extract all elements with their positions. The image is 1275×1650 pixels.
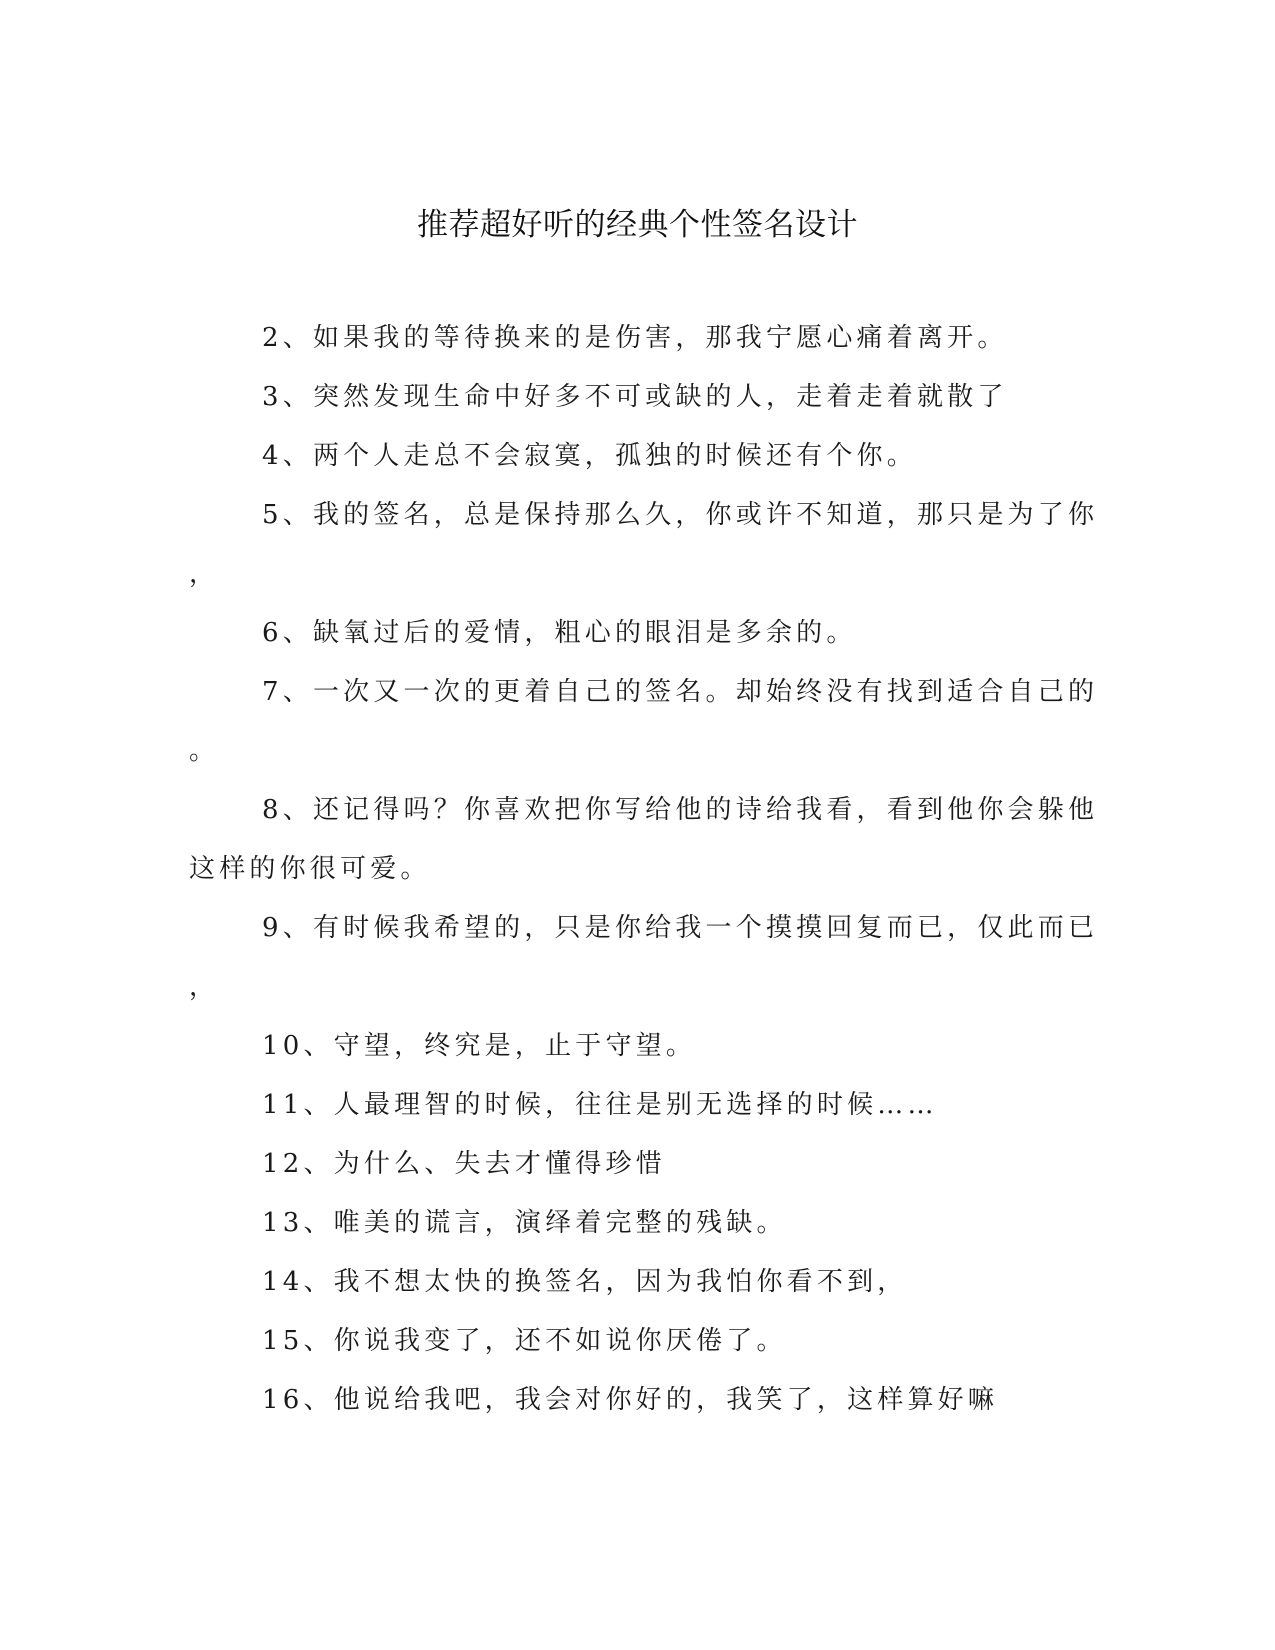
signature-line: 8、还记得吗？你喜欢把你写给他的诗给我看，看到他你会躲他: [262, 795, 1099, 825]
signature-line: 4、两个人走总不会寂寞，孤独的时候还有个你。: [262, 441, 917, 471]
signature-line: 10、守望，终究是，止于守望。: [262, 1031, 697, 1061]
signature-line: 7、一次又一次的更着自己的签名。却始终没有找到适合自己的: [262, 677, 1099, 707]
signature-line: 15、你说我变了，还不如说你厌倦了。: [262, 1326, 787, 1356]
signature-line: 5、我的签名，总是保持那么久，你或许不知道，那只是为了你: [262, 500, 1099, 530]
signature-line-continuation: 这样的你很可爱。: [189, 854, 431, 884]
signature-line-continuation: ，: [189, 559, 220, 589]
signature-line: 14、我不想太快的换签名，因为我怕你看不到，: [262, 1267, 908, 1297]
signature-line: 9、有时候我希望的，只是你给我一个摸摸回复而已，仅此而已: [262, 913, 1099, 943]
signature-line-continuation: ，: [189, 972, 220, 1002]
signature-line: 3、突然发现生命中好多不可或缺的人，走着走着就散了: [262, 382, 1008, 412]
signature-line: 13、唯美的谎言，演绎着完整的残缺。: [262, 1208, 787, 1238]
signature-line: 6、缺氧过后的爱情，粗心的眼泪是多余的。: [262, 618, 857, 648]
signature-line-continuation: 。: [189, 736, 220, 766]
signature-line: 11、人最理智的时候，往往是别无选择的时候……: [262, 1090, 938, 1120]
signature-line: 16、他说给我吧，我会对你好的，我笑了，这样算好嘛: [262, 1385, 999, 1415]
signature-line: 12、为什么、失去才懂得珍惜: [262, 1149, 666, 1179]
document-title: 推荐超好听的经典个性签名设计: [417, 207, 858, 243]
signature-line: 2、如果我的等待换来的是伤害，那我宁愿心痛着离开。: [262, 323, 1008, 353]
